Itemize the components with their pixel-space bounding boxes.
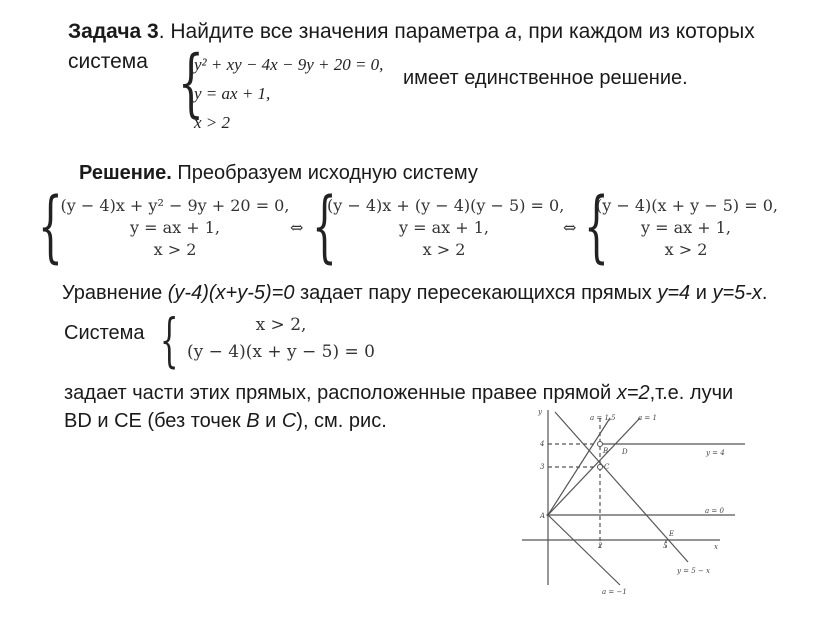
label-a-minus-1: a = −1	[602, 588, 627, 596]
label-point-C: C	[604, 463, 610, 471]
equation-statement: Уравнение (y-4)(x+y-5)=0 задает пару пересекающихся прямых y=4 и y=5-x.	[62, 282, 768, 304]
label-a-1: a = 1	[638, 414, 657, 422]
label-tick-5: 5	[663, 542, 668, 550]
equiv-sign-2: ⇔	[563, 218, 577, 237]
label-point-B: B	[603, 447, 609, 455]
line-y5x: y=5-x	[712, 282, 762, 304]
sys2-line2: y = ax + 1,	[398, 218, 490, 237]
label-point-A: A	[540, 512, 546, 520]
sys2-line1: (y − 4)x + (y − 4)(y − 5) = 0,	[327, 196, 565, 215]
task-word-system: система	[68, 50, 148, 73]
point-A	[547, 514, 550, 517]
system2-line2: (y − 4)(x + y − 5) = 0	[187, 342, 375, 362]
line-a-eq-1	[548, 418, 640, 515]
system2-word: Система	[64, 322, 145, 344]
sys3-line3: x > 2	[664, 240, 708, 259]
point-B	[598, 442, 603, 447]
system2-line1: x > 2,	[255, 315, 307, 335]
para-line1: задает части этих прямых, расположенные правее прямой x=2,т.е. лучи	[64, 382, 734, 404]
system2-brace: {	[160, 306, 179, 374]
label-tick-2: 2	[598, 542, 603, 550]
task-system-eq3: x > 2	[194, 113, 231, 132]
sys1-line3: x > 2	[153, 240, 197, 259]
label-a-1-5: a = 1,5	[590, 414, 616, 422]
param-a: a	[505, 20, 517, 43]
sys3-line1: (y − 4)(x + y − 5) = 0,	[596, 196, 779, 215]
line-y4: y=4	[657, 282, 691, 304]
solution-label: Решение.	[79, 162, 172, 184]
label-y-5-x: y = 5 − x	[677, 567, 710, 575]
task-system-eq2: y = ax + 1,	[194, 84, 271, 103]
label-tick-3: 3	[540, 463, 545, 471]
equiv-sign-1: ⇔	[290, 218, 304, 237]
task-after-system: имеет единственное решение.	[403, 67, 688, 89]
label-a-0: a = 0	[705, 507, 724, 515]
task-label: Задача 3	[68, 20, 159, 43]
label-point-D: D	[622, 448, 628, 456]
equation-text: (y-4)(x+y-5)=0	[167, 282, 295, 304]
task-system-brace: {	[178, 40, 204, 126]
sys3-brace: {	[584, 182, 609, 272]
task-statement-line1: Задача 3. Найдите все значения параметра a, при каждом из которых	[68, 20, 755, 43]
task-system-eq1: y² + xy − 4x − 9y + 20 = 0,	[194, 55, 384, 74]
point-C	[598, 465, 603, 470]
line-a-eq-minus-1	[548, 515, 620, 585]
sys3-line2: y = ax + 1,	[640, 218, 732, 237]
sys2-brace: {	[312, 182, 337, 272]
sys1-line1: (y − 4)x + y² − 9y + 20 = 0,	[60, 196, 290, 215]
sys2-line3: x > 2	[422, 240, 466, 259]
label-point-E: E	[669, 530, 675, 538]
label-axis-x: x	[714, 543, 718, 551]
label-axis-y: y	[538, 408, 542, 416]
para-line2: BD и CE (без точек B и C), см. рис.	[64, 410, 387, 432]
solution-heading: Решение. Преобразуем исходную систему	[79, 162, 478, 184]
label-y-eq-4: y = 4	[706, 449, 725, 457]
sys1-brace: {	[38, 182, 63, 272]
label-tick-4: 4	[540, 440, 545, 448]
sys1-line2: y = ax + 1,	[129, 218, 221, 237]
